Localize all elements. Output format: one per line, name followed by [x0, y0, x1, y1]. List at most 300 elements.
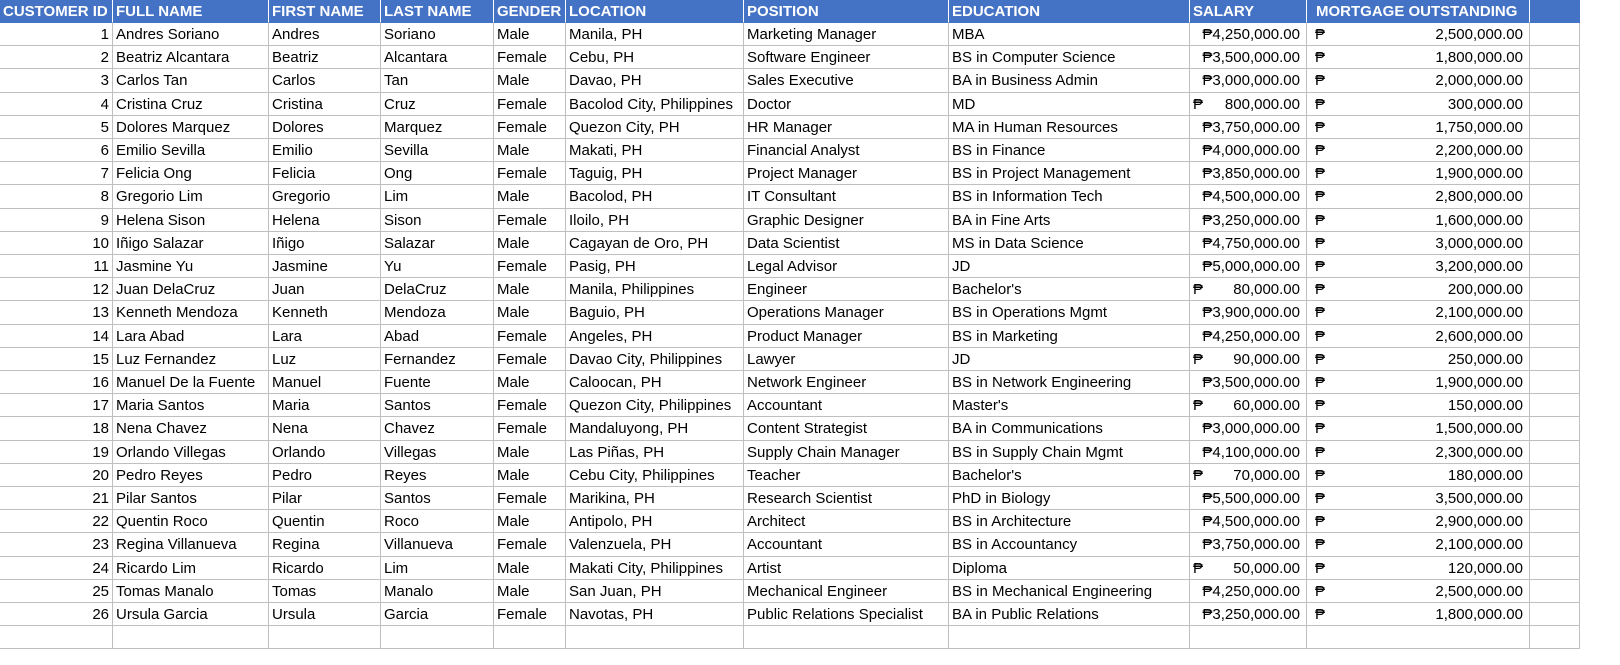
cell-position[interactable]: Research Scientist — [744, 487, 949, 510]
cell-empty[interactable] — [1530, 255, 1580, 278]
cell-salary[interactable] — [1190, 580, 1307, 603]
cell-gender[interactable]: Female — [494, 533, 566, 556]
cell-gender[interactable]: Male — [494, 510, 566, 533]
cell-mortgage-outstanding[interactable] — [1307, 93, 1530, 116]
cell-education[interactable]: BS in Information Tech — [949, 185, 1190, 208]
cell-mortgage-outstanding[interactable] — [1307, 162, 1530, 185]
cell-location[interactable]: Caloocan, PH — [566, 371, 744, 394]
cell-empty[interactable] — [1530, 603, 1580, 626]
cell-empty[interactable] — [1530, 46, 1580, 69]
cell-mortgage-outstanding[interactable] — [1307, 487, 1530, 510]
cell-location[interactable]: Bacolod City, Philippines — [566, 93, 744, 116]
cell-gender[interactable]: Female — [494, 603, 566, 626]
cell-location[interactable]: Navotas, PH — [566, 603, 744, 626]
cell-mortgage-outstanding[interactable] — [1307, 557, 1530, 580]
cell-full-name[interactable]: Regina Villanueva — [113, 533, 269, 556]
cell-full-name[interactable] — [113, 626, 269, 649]
cell-mortgage-outstanding[interactable] — [1307, 209, 1530, 232]
cell-empty[interactable] — [1530, 162, 1580, 185]
cell-customer-id[interactable]: 15 — [0, 348, 113, 371]
cell-empty[interactable] — [1530, 580, 1580, 603]
cell-full-name[interactable]: Emilio Sevilla — [113, 139, 269, 162]
cell-first-name[interactable]: Regina — [269, 533, 381, 556]
cell-location[interactable]: Angeles, PH — [566, 325, 744, 348]
cell-first-name[interactable] — [269, 626, 381, 649]
cell-gender[interactable]: Male — [494, 139, 566, 162]
cell-first-name[interactable]: Andres — [269, 23, 381, 46]
header-first-name[interactable]: FIRST NAME — [269, 0, 381, 23]
cell-location[interactable]: Cebu, PH — [566, 46, 744, 69]
cell-first-name[interactable]: Gregorio — [269, 185, 381, 208]
cell-location[interactable]: Marikina, PH — [566, 487, 744, 510]
cell-empty[interactable] — [1530, 464, 1580, 487]
cell-education[interactable]: MA in Human Resources — [949, 116, 1190, 139]
cell-salary[interactable] — [1190, 464, 1307, 487]
cell-customer-id[interactable]: 25 — [0, 580, 113, 603]
cell-location[interactable]: Taguig, PH — [566, 162, 744, 185]
cell-mortgage-outstanding[interactable] — [1307, 510, 1530, 533]
cell-gender[interactable]: Male — [494, 232, 566, 255]
cell-empty[interactable] — [1530, 301, 1580, 324]
cell-customer-id[interactable]: 9 — [0, 209, 113, 232]
cell-first-name[interactable]: Ursula — [269, 603, 381, 626]
cell-location[interactable]: Iloilo, PH — [566, 209, 744, 232]
cell-first-name[interactable]: Lara — [269, 325, 381, 348]
cell-customer-id[interactable]: 18 — [0, 417, 113, 440]
cell-position[interactable]: HR Manager — [744, 116, 949, 139]
cell-education[interactable]: BS in Operations Mgmt — [949, 301, 1190, 324]
cell-education[interactable]: BS in Marketing — [949, 325, 1190, 348]
cell-first-name[interactable]: Luz — [269, 348, 381, 371]
cell-first-name[interactable]: Carlos — [269, 69, 381, 92]
cell-gender[interactable] — [494, 626, 566, 649]
cell-first-name[interactable]: Nena — [269, 417, 381, 440]
cell-customer-id[interactable]: 3 — [0, 69, 113, 92]
cell-customer-id[interactable]: 5 — [0, 116, 113, 139]
cell-position[interactable]: Public Relations Specialist — [744, 603, 949, 626]
cell-position[interactable]: Supply Chain Manager — [744, 441, 949, 464]
cell-mortgage-outstanding[interactable] — [1307, 139, 1530, 162]
cell-empty[interactable] — [1530, 325, 1580, 348]
cell-empty[interactable] — [1530, 487, 1580, 510]
cell-mortgage-outstanding[interactable] — [1307, 603, 1530, 626]
cell-mortgage-outstanding[interactable] — [1307, 580, 1530, 603]
cell-last-name[interactable]: Manalo — [381, 580, 494, 603]
cell-position[interactable]: Engineer — [744, 278, 949, 301]
cell-first-name[interactable]: Ricardo — [269, 557, 381, 580]
cell-first-name[interactable]: Tomas — [269, 580, 381, 603]
cell-full-name[interactable]: Gregorio Lim — [113, 185, 269, 208]
cell-gender[interactable]: Male — [494, 69, 566, 92]
cell-salary[interactable] — [1190, 557, 1307, 580]
cell-gender[interactable]: Female — [494, 417, 566, 440]
cell-position[interactable]: Architect — [744, 510, 949, 533]
header-salary[interactable]: SALARY — [1190, 0, 1307, 23]
cell-last-name[interactable]: Villanueva — [381, 533, 494, 556]
cell-full-name[interactable]: Ricardo Lim — [113, 557, 269, 580]
cell-education[interactable] — [949, 626, 1190, 649]
cell-position[interactable]: Accountant — [744, 533, 949, 556]
cell-customer-id[interactable]: 1 — [0, 23, 113, 46]
cell-full-name[interactable]: Helena Sison — [113, 209, 269, 232]
cell-position[interactable]: Doctor — [744, 93, 949, 116]
cell-last-name[interactable]: Alcantara — [381, 46, 494, 69]
cell-location[interactable]: Pasig, PH — [566, 255, 744, 278]
cell-education[interactable]: JD — [949, 348, 1190, 371]
cell-position[interactable]: Financial Analyst — [744, 139, 949, 162]
cell-mortgage-outstanding[interactable] — [1307, 23, 1530, 46]
cell-mortgage-outstanding[interactable] — [1307, 232, 1530, 255]
cell-empty[interactable] — [1530, 348, 1580, 371]
cell-mortgage-outstanding[interactable] — [1307, 533, 1530, 556]
cell-empty[interactable] — [1530, 139, 1580, 162]
header-education[interactable]: EDUCATION — [949, 0, 1190, 23]
cell-last-name[interactable]: Fuente — [381, 371, 494, 394]
cell-gender[interactable]: Male — [494, 464, 566, 487]
cell-first-name[interactable]: Pilar — [269, 487, 381, 510]
cell-location[interactable]: Quezon City, Philippines — [566, 394, 744, 417]
cell-position[interactable]: Product Manager — [744, 325, 949, 348]
cell-location[interactable]: Baguio, PH — [566, 301, 744, 324]
cell-full-name[interactable]: Pilar Santos — [113, 487, 269, 510]
cell-location[interactable]: Cagayan de Oro, PH — [566, 232, 744, 255]
cell-last-name[interactable]: Sison — [381, 209, 494, 232]
cell-customer-id[interactable]: 26 — [0, 603, 113, 626]
cell-location[interactable]: Las Piñas, PH — [566, 441, 744, 464]
cell-mortgage-outstanding[interactable] — [1307, 69, 1530, 92]
cell-salary[interactable] — [1190, 69, 1307, 92]
cell-position[interactable]: Teacher — [744, 464, 949, 487]
cell-last-name[interactable]: Sevilla — [381, 139, 494, 162]
cell-salary[interactable] — [1190, 487, 1307, 510]
cell-location[interactable]: Makati City, Philippines — [566, 557, 744, 580]
cell-last-name[interactable]: Yu — [381, 255, 494, 278]
cell-first-name[interactable]: Manuel — [269, 371, 381, 394]
cell-position[interactable]: Operations Manager — [744, 301, 949, 324]
cell-location[interactable]: Manila, PH — [566, 23, 744, 46]
cell-customer-id[interactable]: 20 — [0, 464, 113, 487]
cell-empty[interactable] — [1530, 232, 1580, 255]
cell-empty[interactable] — [1530, 510, 1580, 533]
cell-first-name[interactable]: Beatriz — [269, 46, 381, 69]
cell-education[interactable]: BS in Supply Chain Mgmt — [949, 441, 1190, 464]
cell-education[interactable]: BS in Computer Science — [949, 46, 1190, 69]
cell-first-name[interactable]: Orlando — [269, 441, 381, 464]
cell-position[interactable] — [744, 626, 949, 649]
cell-salary[interactable] — [1190, 46, 1307, 69]
cell-position[interactable]: Data Scientist — [744, 232, 949, 255]
cell-salary[interactable] — [1190, 603, 1307, 626]
cell-gender[interactable]: Female — [494, 46, 566, 69]
cell-full-name[interactable]: Nena Chavez — [113, 417, 269, 440]
cell-first-name[interactable]: Cristina — [269, 93, 381, 116]
cell-gender[interactable]: Female — [494, 162, 566, 185]
cell-first-name[interactable]: Helena — [269, 209, 381, 232]
cell-last-name[interactable]: Santos — [381, 394, 494, 417]
cell-last-name[interactable]: Villegas — [381, 441, 494, 464]
header-last-name[interactable]: LAST NAME — [381, 0, 494, 23]
cell-location[interactable]: Cebu City, Philippines — [566, 464, 744, 487]
cell-full-name[interactable]: Quentin Roco — [113, 510, 269, 533]
cell-gender[interactable]: Female — [494, 394, 566, 417]
cell-education[interactable]: BS in Finance — [949, 139, 1190, 162]
header-full-name[interactable]: FULL NAME — [113, 0, 269, 23]
cell-empty[interactable] — [1530, 23, 1580, 46]
cell-mortgage-outstanding[interactable] — [1307, 116, 1530, 139]
cell-gender[interactable]: Female — [494, 93, 566, 116]
cell-last-name[interactable]: Lim — [381, 557, 494, 580]
cell-empty[interactable] — [1530, 394, 1580, 417]
cell-position[interactable]: Graphic Designer — [744, 209, 949, 232]
cell-education[interactable]: BS in Architecture — [949, 510, 1190, 533]
cell-gender[interactable]: Female — [494, 209, 566, 232]
cell-customer-id[interactable]: 13 — [0, 301, 113, 324]
cell-full-name[interactable]: Luz Fernandez — [113, 348, 269, 371]
cell-last-name[interactable]: Reyes — [381, 464, 494, 487]
cell-last-name[interactable]: Ong — [381, 162, 494, 185]
cell-mortgage-outstanding[interactable] — [1307, 185, 1530, 208]
cell-salary[interactable] — [1190, 93, 1307, 116]
cell-salary[interactable] — [1190, 23, 1307, 46]
cell-last-name[interactable]: DelaCruz — [381, 278, 494, 301]
cell-salary[interactable] — [1190, 162, 1307, 185]
cell-position[interactable]: Marketing Manager — [744, 23, 949, 46]
cell-salary[interactable] — [1190, 348, 1307, 371]
cell-education[interactable]: BA in Public Relations — [949, 603, 1190, 626]
cell-location[interactable]: Quezon City, PH — [566, 116, 744, 139]
cell-mortgage-outstanding[interactable] — [1307, 441, 1530, 464]
cell-last-name[interactable]: Salazar — [381, 232, 494, 255]
cell-last-name[interactable] — [381, 626, 494, 649]
cell-position[interactable]: Content Strategist — [744, 417, 949, 440]
cell-gender[interactable]: Male — [494, 371, 566, 394]
header-mortgage-outstanding[interactable]: MORTGAGE OUTSTANDING — [1307, 0, 1530, 23]
cell-empty[interactable] — [1530, 557, 1580, 580]
cell-customer-id[interactable]: 11 — [0, 255, 113, 278]
cell-customer-id[interactable]: 14 — [0, 325, 113, 348]
cell-education[interactable]: Master's — [949, 394, 1190, 417]
cell-full-name[interactable]: Beatriz Alcantara — [113, 46, 269, 69]
cell-education[interactable]: BS in Network Engineering — [949, 371, 1190, 394]
cell-full-name[interactable]: Kenneth Mendoza — [113, 301, 269, 324]
cell-last-name[interactable]: Soriano — [381, 23, 494, 46]
cell-mortgage-outstanding[interactable] — [1307, 325, 1530, 348]
cell-first-name[interactable]: Emilio — [269, 139, 381, 162]
cell-salary[interactable] — [1190, 301, 1307, 324]
cell-customer-id[interactable]: 17 — [0, 394, 113, 417]
cell-empty[interactable] — [1530, 417, 1580, 440]
cell-empty[interactable] — [1530, 371, 1580, 394]
cell-salary[interactable] — [1190, 185, 1307, 208]
cell-last-name[interactable]: Abad — [381, 325, 494, 348]
cell-mortgage-outstanding[interactable] — [1307, 278, 1530, 301]
cell-location[interactable]: Davao, PH — [566, 69, 744, 92]
cell-position[interactable]: Lawyer — [744, 348, 949, 371]
cell-gender[interactable]: Female — [494, 325, 566, 348]
cell-mortgage-outstanding[interactable] — [1307, 464, 1530, 487]
cell-education[interactable]: MS in Data Science — [949, 232, 1190, 255]
cell-full-name[interactable]: Manuel De la Fuente — [113, 371, 269, 394]
cell-position[interactable]: Legal Advisor — [744, 255, 949, 278]
cell-first-name[interactable]: Jasmine — [269, 255, 381, 278]
cell-position[interactable]: Project Manager — [744, 162, 949, 185]
cell-education[interactable]: BS in Accountancy — [949, 533, 1190, 556]
cell-location[interactable]: Antipolo, PH — [566, 510, 744, 533]
cell-education[interactable]: BA in Fine Arts — [949, 209, 1190, 232]
cell-customer-id[interactable] — [0, 626, 113, 649]
cell-location[interactable]: Valenzuela, PH — [566, 533, 744, 556]
cell-full-name[interactable]: Pedro Reyes — [113, 464, 269, 487]
cell-position[interactable]: Software Engineer — [744, 46, 949, 69]
cell-full-name[interactable]: Ursula Garcia — [113, 603, 269, 626]
cell-customer-id[interactable]: 8 — [0, 185, 113, 208]
cell-education[interactable]: BS in Mechanical Engineering — [949, 580, 1190, 603]
cell-salary[interactable] — [1190, 116, 1307, 139]
cell-education[interactable]: MD — [949, 93, 1190, 116]
cell-location[interactable]: Mandaluyong, PH — [566, 417, 744, 440]
cell-gender[interactable]: Male — [494, 301, 566, 324]
cell-customer-id[interactable]: 10 — [0, 232, 113, 255]
cell-first-name[interactable]: Maria — [269, 394, 381, 417]
cell-location[interactable]: Makati, PH — [566, 139, 744, 162]
cell-customer-id[interactable]: 7 — [0, 162, 113, 185]
cell-gender[interactable]: Female — [494, 348, 566, 371]
cell-salary[interactable] — [1190, 533, 1307, 556]
cell-location[interactable]: Bacolod, PH — [566, 185, 744, 208]
cell-full-name[interactable]: Jasmine Yu — [113, 255, 269, 278]
cell-gender[interactable]: Male — [494, 23, 566, 46]
cell-customer-id[interactable]: 21 — [0, 487, 113, 510]
header-location[interactable]: LOCATION — [566, 0, 744, 23]
cell-customer-id[interactable]: 6 — [0, 139, 113, 162]
cell-position[interactable]: Accountant — [744, 394, 949, 417]
cell-education[interactable]: PhD in Biology — [949, 487, 1190, 510]
cell-full-name[interactable]: Orlando Villegas — [113, 441, 269, 464]
cell-last-name[interactable]: Marquez — [381, 116, 494, 139]
cell-salary[interactable] — [1190, 139, 1307, 162]
cell-salary[interactable] — [1190, 394, 1307, 417]
cell-education[interactable]: BS in Project Management — [949, 162, 1190, 185]
cell-salary[interactable] — [1190, 626, 1307, 649]
cell-last-name[interactable]: Mendoza — [381, 301, 494, 324]
cell-gender[interactable]: Male — [494, 441, 566, 464]
cell-full-name[interactable]: Lara Abad — [113, 325, 269, 348]
cell-salary[interactable] — [1190, 417, 1307, 440]
cell-salary[interactable] — [1190, 510, 1307, 533]
cell-position[interactable]: IT Consultant — [744, 185, 949, 208]
cell-mortgage-outstanding[interactable] — [1307, 348, 1530, 371]
cell-full-name[interactable]: Felicia Ong — [113, 162, 269, 185]
cell-last-name[interactable]: Santos — [381, 487, 494, 510]
cell-customer-id[interactable]: 19 — [0, 441, 113, 464]
cell-first-name[interactable]: Felicia — [269, 162, 381, 185]
cell-empty[interactable] — [1530, 69, 1580, 92]
cell-empty[interactable] — [1530, 626, 1580, 649]
cell-full-name[interactable]: Juan DelaCruz — [113, 278, 269, 301]
cell-customer-id[interactable]: 24 — [0, 557, 113, 580]
cell-full-name[interactable]: Andres Soriano — [113, 23, 269, 46]
cell-education[interactable]: BA in Business Admin — [949, 69, 1190, 92]
cell-salary[interactable] — [1190, 325, 1307, 348]
cell-first-name[interactable]: Iñigo — [269, 232, 381, 255]
cell-last-name[interactable]: Roco — [381, 510, 494, 533]
cell-first-name[interactable]: Pedro — [269, 464, 381, 487]
cell-education[interactable]: JD — [949, 255, 1190, 278]
cell-education[interactable]: Diploma — [949, 557, 1190, 580]
cell-customer-id[interactable]: 16 — [0, 371, 113, 394]
cell-location[interactable]: San Juan, PH — [566, 580, 744, 603]
cell-salary[interactable] — [1190, 232, 1307, 255]
cell-empty[interactable] — [1530, 185, 1580, 208]
header-position[interactable]: POSITION — [744, 0, 949, 23]
cell-position[interactable]: Mechanical Engineer — [744, 580, 949, 603]
cell-empty[interactable] — [1530, 209, 1580, 232]
cell-full-name[interactable]: Iñigo Salazar — [113, 232, 269, 255]
cell-gender[interactable]: Female — [494, 255, 566, 278]
cell-full-name[interactable]: Dolores Marquez — [113, 116, 269, 139]
cell-first-name[interactable]: Dolores — [269, 116, 381, 139]
cell-full-name[interactable]: Tomas Manalo — [113, 580, 269, 603]
cell-empty[interactable] — [1530, 441, 1580, 464]
header-gender[interactable]: GENDER — [494, 0, 566, 23]
cell-full-name[interactable]: Maria Santos — [113, 394, 269, 417]
cell-full-name[interactable]: Carlos Tan — [113, 69, 269, 92]
cell-last-name[interactable]: Tan — [381, 69, 494, 92]
cell-first-name[interactable]: Kenneth — [269, 301, 381, 324]
cell-position[interactable]: Network Engineer — [744, 371, 949, 394]
header-customer-id[interactable]: CUSTOMER ID — [0, 0, 113, 23]
cell-location[interactable]: Manila, Philippines — [566, 278, 744, 301]
cell-customer-id[interactable]: 23 — [0, 533, 113, 556]
cell-customer-id[interactable]: 22 — [0, 510, 113, 533]
cell-mortgage-outstanding[interactable] — [1307, 626, 1530, 649]
cell-position[interactable]: Sales Executive — [744, 69, 949, 92]
cell-last-name[interactable]: Garcia — [381, 603, 494, 626]
cell-last-name[interactable]: Fernandez — [381, 348, 494, 371]
cell-gender[interactable]: Female — [494, 487, 566, 510]
cell-salary[interactable] — [1190, 278, 1307, 301]
cell-salary[interactable] — [1190, 441, 1307, 464]
cell-mortgage-outstanding[interactable] — [1307, 301, 1530, 324]
cell-gender[interactable]: Male — [494, 185, 566, 208]
cell-gender[interactable]: Female — [494, 116, 566, 139]
cell-location[interactable]: Davao City, Philippines — [566, 348, 744, 371]
cell-mortgage-outstanding[interactable] — [1307, 394, 1530, 417]
cell-education[interactable]: MBA — [949, 23, 1190, 46]
cell-mortgage-outstanding[interactable] — [1307, 46, 1530, 69]
cell-empty[interactable] — [1530, 533, 1580, 556]
cell-education[interactable]: BA in Communications — [949, 417, 1190, 440]
cell-empty[interactable] — [1530, 93, 1580, 116]
cell-first-name[interactable]: Juan — [269, 278, 381, 301]
cell-first-name[interactable]: Quentin — [269, 510, 381, 533]
cell-salary[interactable] — [1190, 371, 1307, 394]
cell-salary[interactable] — [1190, 209, 1307, 232]
cell-gender[interactable]: Male — [494, 557, 566, 580]
cell-gender[interactable]: Male — [494, 278, 566, 301]
cell-empty[interactable] — [1530, 278, 1580, 301]
cell-last-name[interactable]: Chavez — [381, 417, 494, 440]
cell-customer-id[interactable]: 4 — [0, 93, 113, 116]
cell-full-name[interactable]: Cristina Cruz — [113, 93, 269, 116]
cell-salary[interactable] — [1190, 255, 1307, 278]
cell-customer-id[interactable]: 2 — [0, 46, 113, 69]
cell-customer-id[interactable]: 12 — [0, 278, 113, 301]
cell-mortgage-outstanding[interactable] — [1307, 371, 1530, 394]
cell-education[interactable]: Bachelor's — [949, 278, 1190, 301]
cell-education[interactable]: Bachelor's — [949, 464, 1190, 487]
cell-empty[interactable] — [1530, 116, 1580, 139]
